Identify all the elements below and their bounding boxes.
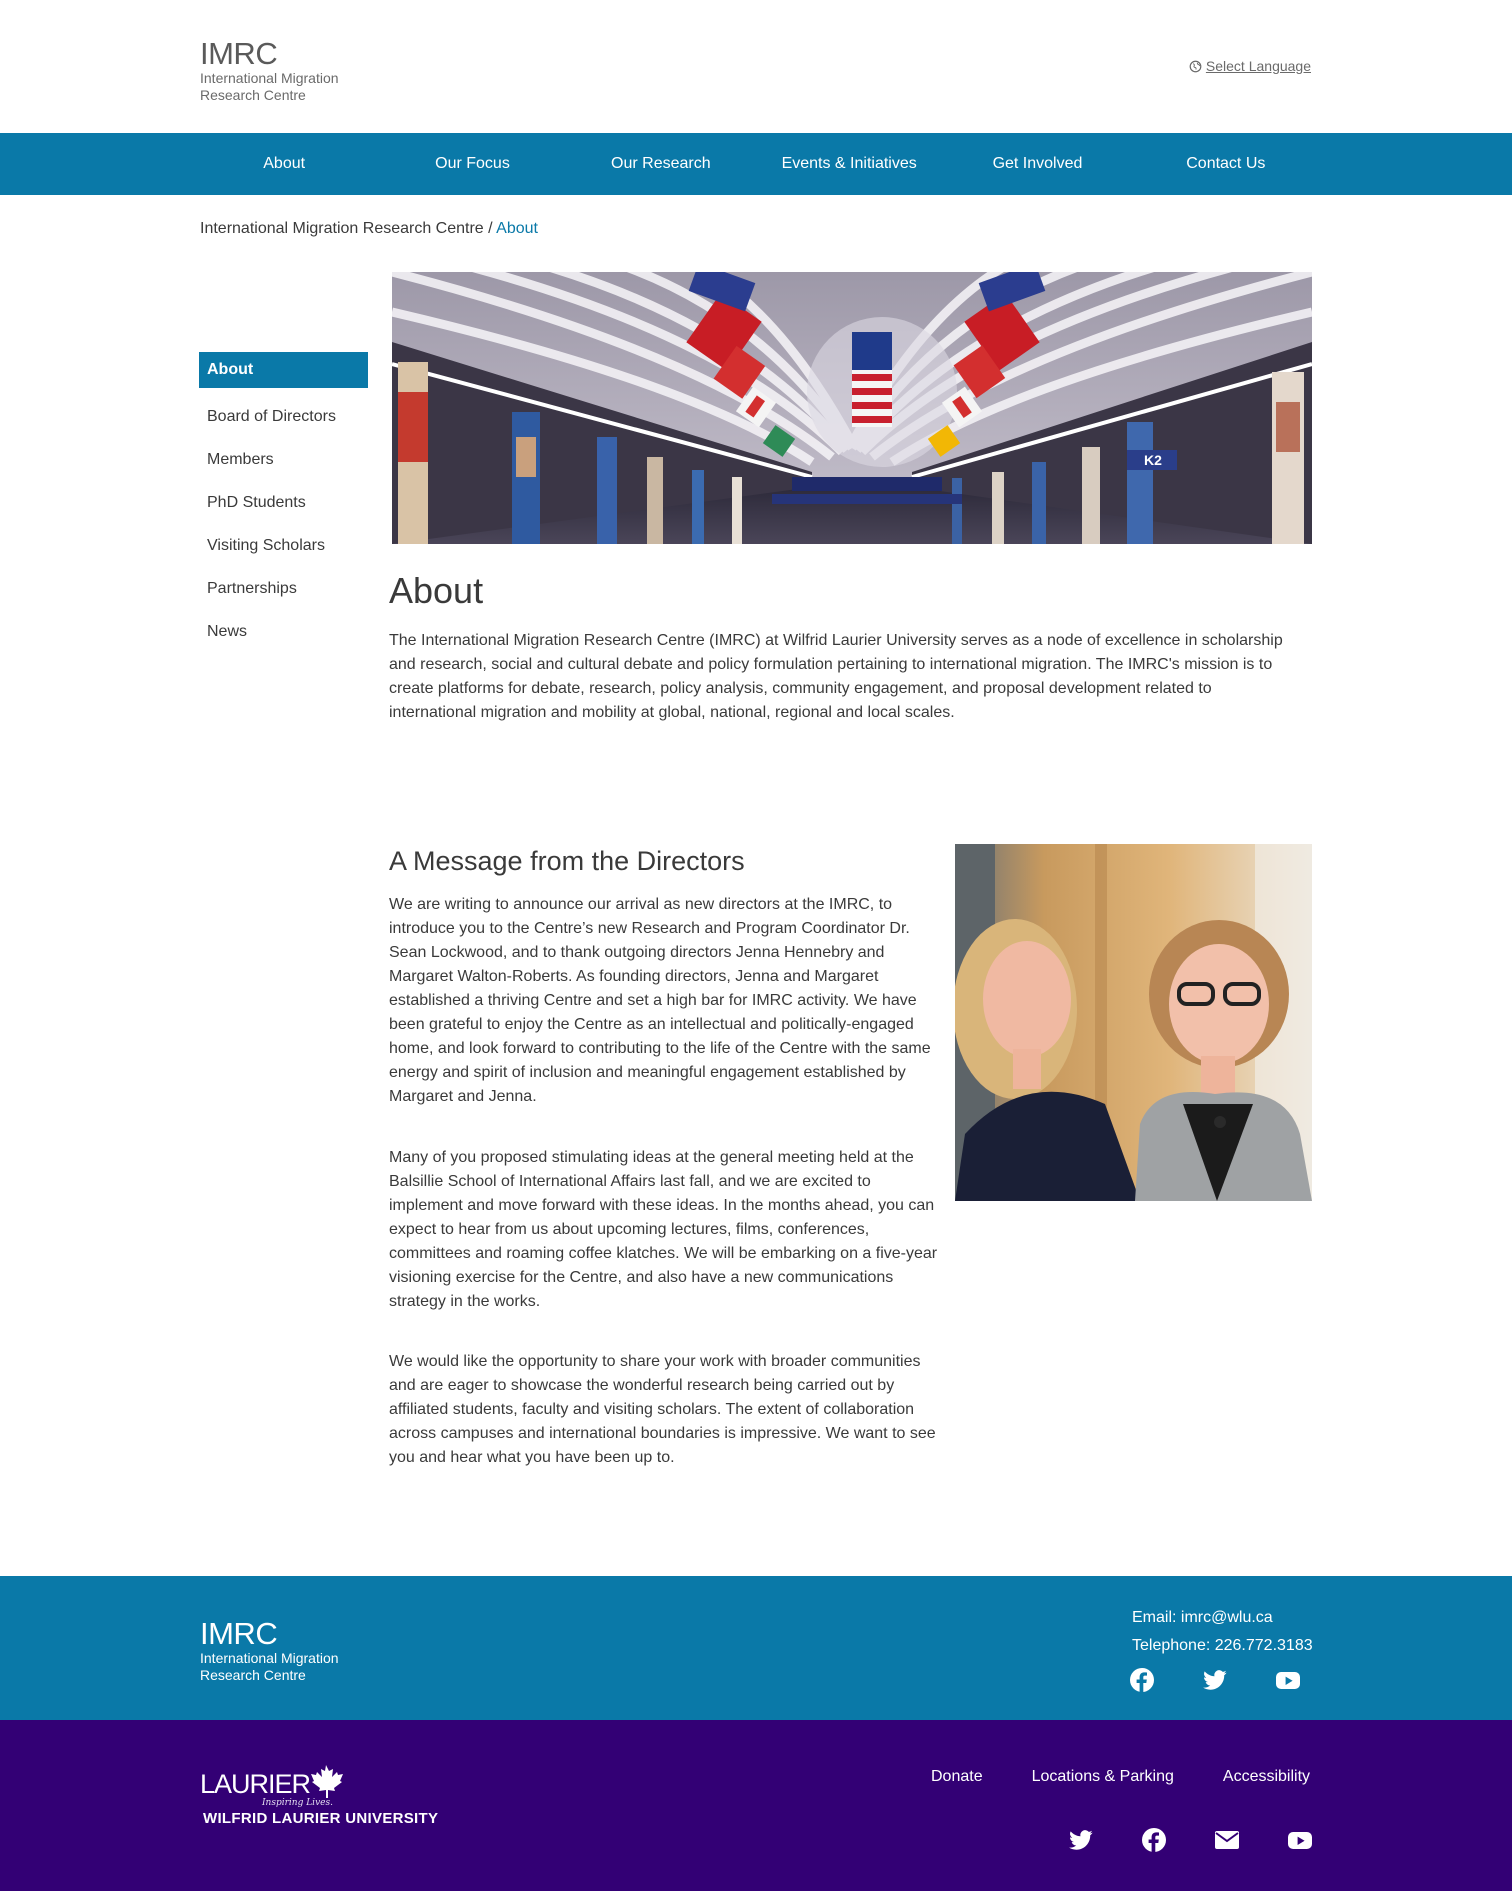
globe-icon (1189, 60, 1202, 73)
logo-line-1: International Migration (200, 70, 339, 86)
message-title: A Message from the Directors (389, 846, 745, 876)
facebook-icon (1142, 1828, 1166, 1852)
youtube-icon (1276, 1668, 1300, 1692)
intro-paragraph: The International Migration Research Centre (IMRC) at Wilfrid Laurier University serves as a node of excellence in scholarship and research, social and cultural debate and policy formulation pertaining to international migration. The IMRC's mission is to create platforms for debate, research, policy analysis, community engagement, and proposal development related to international migration and mobility at global, national, regional and local scales. (389, 632, 1283, 721)
breadcrumb-separator: / (483, 220, 497, 237)
nav-item-get-involved[interactable]: Get Involved (992, 155, 1083, 172)
laurier-tagline: Inspiring Lives. (262, 1798, 333, 1808)
facebook-link[interactable] (1130, 1668, 1154, 1692)
footer-logo-line-2: Research Centre (200, 1667, 306, 1683)
university-footer (0, 1720, 1512, 1891)
footer-contact (1132, 1604, 1313, 1660)
directors-photo-illustration (955, 844, 1312, 1201)
sidebar-item-partnerships[interactable]: Partnerships (207, 579, 297, 597)
sidebar-item-about[interactable]: About (199, 352, 368, 388)
main-nav (0, 133, 1512, 195)
breadcrumb-root-link[interactable]: International Migration Research Centre (200, 220, 484, 237)
footer-telephone: Telephone: 226.772.3183 (1132, 1637, 1313, 1654)
footer-logo-line-1: International Migration (200, 1650, 339, 1666)
directors-photo (955, 844, 1312, 1201)
donate-link[interactable]: Donate (931, 1768, 983, 1785)
sidebar-item-members[interactable]: Members (207, 450, 274, 468)
imrc-footer (0, 1576, 1512, 1720)
maple-leaf-icon (308, 1764, 344, 1798)
footer-email-link[interactable]: Email: imrc@wlu.ca (1132, 1609, 1273, 1626)
sidebar-item-board-of-directors[interactable]: Board of Directors (207, 407, 336, 425)
laurier-wordmark: LAURIER (200, 1769, 311, 1799)
breadcrumb-current: About (496, 220, 538, 237)
imrc-logo[interactable] (200, 38, 339, 104)
select-language-link[interactable] (1189, 58, 1311, 74)
footer-logo-wordmark: IMRC (200, 1616, 278, 1651)
university-social-links (1069, 1828, 1312, 1852)
message-paragraph-2: Many of you proposed stimulating ideas at the general meeting held at the Balsillie School of International Affairs last fall, and we are excited to implement and move forward with these ideas. In the months ahead, you can expect to hear from us about upcoming lectures, films, conferences, committees and roaming coffee klatches. We will be embarking on a five-year visioning exercise for the Centre, and also have a new communications strategy in the works. (389, 1149, 938, 1310)
sidebar-item-news[interactable]: News (207, 622, 248, 640)
accessibility-link[interactable]: Accessibility (1222, 1768, 1311, 1785)
footer-imrc-logo[interactable] (200, 1618, 339, 1684)
twitter-icon (1069, 1828, 1093, 1852)
message-paragraph-3: We would like the opportunity to share your work with broader communities and are eager to showcase the wonderful research being carried out by affiliated students, faculty and visiting scholars. The extent of collaboration across campuses and international boundaries is impressive. We want to see you and hear what you have been up to. (389, 1353, 936, 1466)
site-header (0, 0, 1512, 133)
youtube-icon (1288, 1828, 1312, 1852)
nav-item-contact-us[interactable]: Contact Us (1186, 155, 1266, 172)
laurier-facebook-link[interactable] (1142, 1828, 1166, 1852)
hero-image-illustration (392, 272, 1312, 544)
sidebar-nav (199, 352, 368, 653)
logo-wordmark: IMRC (200, 36, 278, 71)
select-language-label: Select Language (1205, 58, 1311, 74)
nav-item-about[interactable]: About (263, 155, 306, 172)
facebook-icon (1130, 1668, 1154, 1692)
sidebar-item-phd-students[interactable]: PhD Students (207, 493, 306, 511)
nav-item-our-focus[interactable]: Our Focus (435, 155, 510, 172)
laurier-logo[interactable] (200, 1770, 438, 1827)
email-icon (1215, 1828, 1239, 1852)
locations-parking-link[interactable]: Locations & Parking (1031, 1768, 1174, 1785)
nav-item-our-research[interactable]: Our Research (611, 155, 711, 172)
twitter-link[interactable] (1203, 1668, 1227, 1692)
nav-item-events-initiatives[interactable]: Events & Initiatives (781, 155, 917, 172)
sidebar-item-visiting-scholars[interactable]: Visiting Scholars (207, 536, 325, 554)
breadcrumb (200, 220, 538, 238)
laurier-email-link[interactable] (1215, 1828, 1239, 1852)
youtube-link[interactable] (1276, 1668, 1300, 1692)
laurier-twitter-link[interactable] (1069, 1828, 1093, 1852)
laurier-youtube-link[interactable] (1288, 1828, 1312, 1852)
university-name: WILFRID LAURIER UNIVERSITY (203, 1810, 439, 1827)
message-paragraph-1: We are writing to announce our arrival as new directors at the IMRC, to introduce you to the Centre’s new Research and Program Coordinator Dr. Sean Lockwood, and to thank outgoing directors Jenna Hennebry and Margaret Walton-Roberts. As founding directors, Jenna and Margaret established a thriving Centre and set a high bar for IMRC activity. We have been grateful to enjoy the Centre as an intellectual and politically-engaged home, and look forward to contributing to the life of the Centre with the same energy and spirit of inclusion and meaningful engagement established by Margaret and Jenna. (389, 896, 931, 1105)
page-title: About (389, 570, 484, 611)
footer-social-links (1130, 1668, 1300, 1692)
university-footer-links (931, 1768, 1310, 1786)
hero-image (392, 272, 1312, 544)
logo-line-2: Research Centre (200, 87, 306, 103)
twitter-icon (1203, 1668, 1227, 1692)
svg-text:K2: K2 (1144, 452, 1162, 468)
